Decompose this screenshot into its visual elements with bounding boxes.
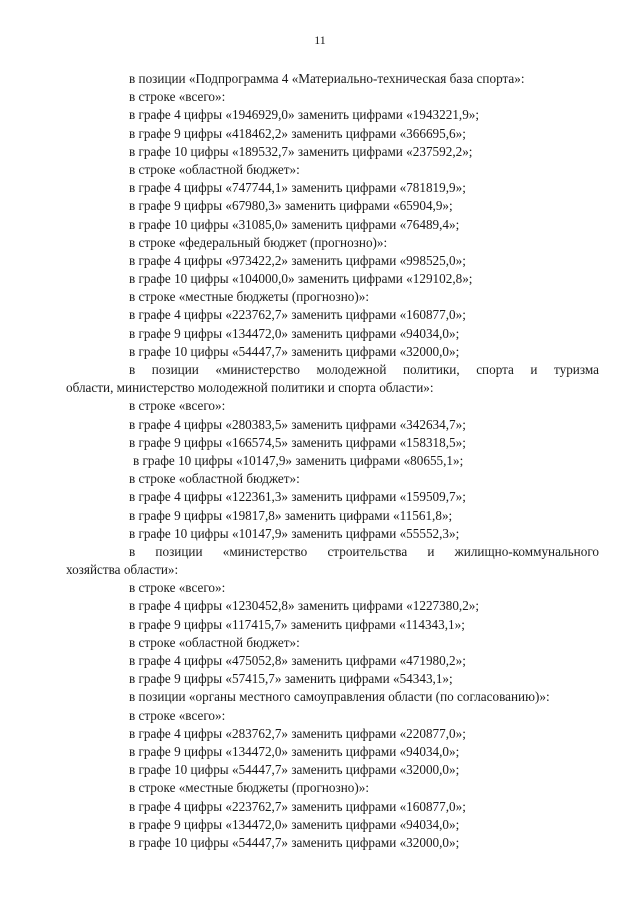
text-line: в графе 9 цифры «117415,7» заменить цифрами «114343,1»; [129,616,465,632]
text-line: в строке «местные бюджеты (прогнозно)»: [129,780,370,796]
text-line: в строке «областной бюджет»: [129,471,300,487]
text-line: в строке «местные бюджеты (прогнозно)»: [129,289,370,305]
text-line: в графе 10 цифры «54447,7» заменить цифрами «32000,0»; [129,762,460,778]
text-line: в графе 10 цифры «31085,0» заменить цифрами «76489,4»; [129,216,460,232]
text-line: в позиции «Подпрограмма 4 «Материально-техническая база спорта»: [129,71,525,86]
text-line: в позиции «органы местного самоуправления области (по согласованию)»: [129,689,550,705]
text-line: в графе 4 цифры «280383,5» заменить цифрами «342634,7»; [129,416,466,432]
text-line: в графе 9 цифры «418462,2» заменить цифрами «366695,6»; [129,125,466,141]
text-line: в графе 9 цифры «134472,0» заменить цифрами «94034,0»; [129,816,460,832]
text-line: в строке «областной бюджет»: [129,634,300,650]
text-line: в графе 4 цифры «475052,8» заменить цифрами «471980,2»; [129,653,466,668]
text-line: в графе 9 цифры «166574,5» заменить цифрами «158318,5»; [129,434,466,450]
text-line: в графе 9 цифры «134472,0» заменить цифрами «94034,0»; [129,743,460,759]
text-line: в графе 4 цифры «973422,2» заменить цифрами «998525,0»; [129,252,466,268]
text-line: в графе 10 цифры «189532,7» заменить цифрами «237592,2»; [129,143,473,159]
text-line: в строке «всего»: [129,707,226,723]
text-line: в графе 9 цифры «19817,8» заменить цифрами «11561,8»; [129,507,453,523]
text-line: в графе 10 цифры «54447,7» заменить цифрами «32000,0»; [129,343,460,359]
text-line: в графе 4 цифры «223762,7» заменить цифрами «160877,0»; [129,307,466,323]
text-line: в строке «федеральный бюджет (прогнозно)»: [129,234,388,250]
text-line: в позиции «министерство строительства и жилищно-коммунального [129,543,599,559]
text-line: в графе 4 цифры «122361,3» заменить цифрами «159509,7»; [129,489,466,505]
text-line: в позиции «министерство молодежной политики, спорта и туризма [129,362,599,377]
text-line: в графе 10 цифры «54447,7» заменить цифрами «32000,0»; [129,834,460,850]
text-line: в строке «всего»: [129,398,226,414]
text-line: в графе 4 цифры «747744,1» заменить цифрами «781819,9»; [129,180,466,196]
text-line: в строке «областной бюджет»: [129,161,300,177]
text-line: в графе 4 цифры «1946929,0» заменить цифрами «1943221,9»; [129,107,480,123]
text-line: области, министерство молодежной политики и спорта области»: [66,380,434,396]
text-line: в графе 9 цифры «57415,7» заменить цифрами «54343,1»; [129,671,453,687]
text-line: в графе 10 цифры «10147,9» заменить цифрами «55552,3»; [129,525,460,541]
text-line: в строке «всего»: [129,89,226,105]
document-body [0,70,640,852]
page-number: 11 [314,33,326,47]
text-line: в графе 10 цифры «10147,9» заменить цифрами «80655,1»; [133,452,464,468]
text-line: в строке «всего»: [129,580,226,596]
text-line: в графе 10 цифры «104000,0» заменить цифрами «129102,8»; [129,271,473,287]
text-line: в графе 4 цифры «1230452,8» заменить цифрами «1227380,2»; [129,598,480,614]
text-line: в графе 4 цифры «223762,7» заменить цифрами «160877,0»; [129,798,466,814]
text-line: в графе 4 цифры «283762,7» заменить цифрами «220877,0»; [129,725,466,741]
text-line: в графе 9 цифры «134472,0» заменить цифрами «94034,0»; [129,325,460,341]
text-line: хозяйства области»: [66,562,179,578]
text-line: в графе 9 цифры «67980,3» заменить цифрами «65904,9»; [129,198,453,214]
